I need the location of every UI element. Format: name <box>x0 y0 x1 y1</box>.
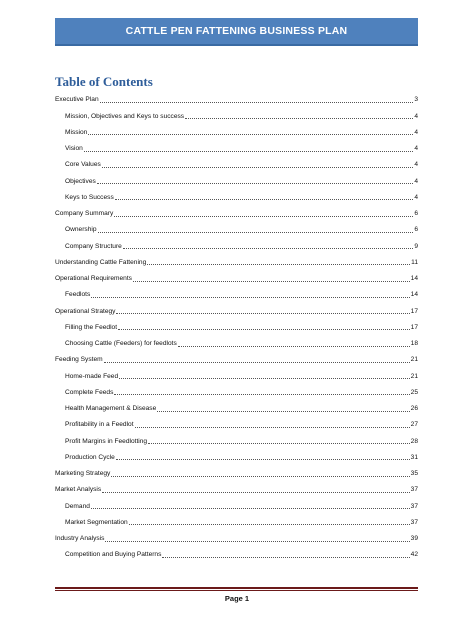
toc-entry-page: 39 <box>410 535 418 542</box>
toc-dot-leader <box>147 264 410 265</box>
toc-entry-label: Objectives <box>65 177 96 185</box>
toc-entry-page: 6 <box>414 210 418 217</box>
toc-dot-leader <box>185 118 413 119</box>
toc-entry[interactable] <box>55 251 418 267</box>
toc-entry-label: Marketing Strategy <box>55 470 111 477</box>
toc-entry[interactable] <box>55 137 418 153</box>
toc-entry-label: Production Cycle <box>65 453 115 461</box>
toc-entry-page: 37 <box>410 502 418 510</box>
toc-entry-label: Health Management & Disease <box>65 405 157 412</box>
toc-dot-leader <box>111 476 409 477</box>
toc-entry-label: Industry Analysis <box>55 535 105 542</box>
toc-entry-label: Core Values <box>65 161 101 169</box>
toc-entry-page: 21 <box>410 372 418 380</box>
toc-dot-leader <box>178 346 410 347</box>
toc-dot-leader <box>88 134 413 135</box>
toc-entry[interactable] <box>55 267 418 283</box>
toc-entry[interactable] <box>55 299 418 315</box>
toc-dot-leader <box>114 216 413 217</box>
toc-entry-page: 4 <box>414 193 418 201</box>
toc-heading: Table of Contents <box>55 74 153 89</box>
toc-entry-label: Operational Strategy <box>55 307 116 315</box>
toc-entry-page: 4 <box>414 161 418 169</box>
toc-entry-page: 25 <box>410 388 418 396</box>
toc-entry-label: Market Analysis <box>55 486 102 494</box>
toc-entry[interactable] <box>55 478 418 494</box>
toc-entry-page: 9 <box>414 242 418 250</box>
toc-entry-label: Profit Margins in Feedlotting <box>65 437 148 445</box>
toc-entry-label: Filling the Feedlot <box>65 323 118 331</box>
toc-entry-page: 14 <box>410 275 418 282</box>
toc-entry-label: Ownership <box>65 226 97 234</box>
toc-dot-leader <box>98 232 414 233</box>
toc-entry-page: 4 <box>414 112 418 120</box>
toc-dot-leader <box>123 248 414 249</box>
toc-entry-page: 4 <box>414 128 418 136</box>
toc-entry-label: Executive Plan <box>55 96 99 104</box>
toc-entry[interactable] <box>55 234 418 250</box>
toc-entry[interactable] <box>55 381 418 397</box>
toc-entry-page: 26 <box>410 405 418 412</box>
toc-entry-label: Profitability in a Feedlot <box>65 421 134 429</box>
toc-entry[interactable] <box>55 462 418 478</box>
toc-entry-label: Competition and Buying Patterns <box>65 551 162 559</box>
toc-entry[interactable] <box>55 283 418 299</box>
toc-entry-page: 37 <box>410 486 418 494</box>
toc-entry[interactable] <box>55 446 418 462</box>
toc-entry[interactable] <box>55 104 418 120</box>
toc-entry[interactable] <box>55 543 418 559</box>
toc-entry[interactable] <box>55 364 418 380</box>
toc-entry[interactable] <box>55 397 418 413</box>
toc-entry-page: 17 <box>410 307 418 315</box>
toc-entry[interactable] <box>55 511 418 527</box>
footer-page-number: Page 1 <box>224 594 250 603</box>
toc-entry-page: 37 <box>410 518 418 526</box>
toc-entry[interactable] <box>55 121 418 137</box>
toc-entry-page: 31 <box>410 453 418 461</box>
footer-divider <box>55 587 418 589</box>
toc-dot-leader <box>162 557 409 558</box>
table-of-contents <box>55 88 418 559</box>
toc-entry-label: Mission, Objectives and Keys to success <box>65 112 185 120</box>
footer-divider-thin <box>55 590 418 591</box>
toc-entry-page: 35 <box>410 470 418 477</box>
toc-entry-page: 4 <box>414 145 418 152</box>
toc-entry-page: 21 <box>410 356 418 364</box>
toc-entry-page: 14 <box>410 291 418 299</box>
toc-entry-label: Complete Feeds <box>65 388 114 396</box>
toc-entry[interactable] <box>55 169 418 185</box>
toc-entry[interactable] <box>55 88 418 104</box>
toc-entry[interactable] <box>55 186 418 202</box>
toc-entry-label: Market Segmentation <box>65 518 128 526</box>
toc-entry[interactable] <box>55 153 418 169</box>
toc-entry-page: 6 <box>414 226 418 234</box>
toc-dot-leader <box>114 394 409 395</box>
toc-entry-label: Home-made Feed <box>65 372 119 380</box>
toc-entry-label: Choosing Cattle (Feeders) for feedlots <box>65 340 177 347</box>
toc-entry[interactable] <box>55 494 418 510</box>
toc-entry-label: Demand <box>65 502 90 510</box>
toc-dot-leader <box>102 167 414 168</box>
toc-entry-label: Feeding System <box>55 356 103 364</box>
toc-dot-leader <box>100 102 414 103</box>
toc-entry[interactable] <box>55 348 418 364</box>
toc-dot-leader <box>104 362 410 363</box>
toc-dot-leader <box>129 524 410 525</box>
toc-dot-leader <box>116 313 409 314</box>
toc-entry-page: 4 <box>414 177 418 185</box>
toc-dot-leader <box>97 183 414 184</box>
toc-entry[interactable] <box>55 202 418 218</box>
toc-entry-page: 11 <box>411 258 418 266</box>
toc-dot-leader <box>148 443 410 444</box>
toc-entry[interactable] <box>55 527 418 543</box>
toc-entry-label: Operational Requirements <box>55 275 132 282</box>
toc-dot-leader <box>91 508 410 509</box>
toc-dot-leader <box>118 329 410 330</box>
toc-entry[interactable] <box>55 332 418 348</box>
toc-entry-page: 3 <box>414 96 418 104</box>
toc-dot-leader <box>84 151 413 152</box>
toc-entry-label: Mission <box>65 128 88 136</box>
toc-entry-label: Keys to Success <box>65 193 114 201</box>
toc-dot-leader <box>119 378 410 379</box>
toc-entry-page: 27 <box>410 421 418 429</box>
toc-dot-leader <box>102 492 409 493</box>
toc-dot-leader <box>116 459 410 460</box>
toc-entry-label: Company Summary <box>55 210 114 217</box>
toc-entry-label: Feedlots <box>65 291 91 299</box>
toc-entry-page: 18 <box>410 340 418 347</box>
toc-entry[interactable] <box>55 429 418 445</box>
toc-entry-page: 17 <box>410 323 418 331</box>
toc-entry[interactable] <box>55 218 418 234</box>
toc-dot-leader <box>91 297 409 298</box>
toc-dot-leader <box>105 541 409 542</box>
toc-dot-leader <box>115 199 414 200</box>
toc-dot-leader <box>157 411 409 412</box>
toc-dot-leader <box>133 281 410 282</box>
toc-entry[interactable] <box>55 413 418 429</box>
toc-entry-label: Understanding Cattle Fattening <box>55 258 147 266</box>
header-banner: CATTLE PEN FATTENING BUSINESS PLAN <box>55 18 418 46</box>
toc-entry[interactable] <box>55 316 418 332</box>
toc-entry-label: Vision <box>65 145 83 152</box>
toc-dot-leader <box>135 427 410 428</box>
toc-entry-page: 42 <box>410 551 418 559</box>
toc-entry-label: Company Structure <box>65 242 122 250</box>
toc-entry-page: 28 <box>410 437 418 445</box>
